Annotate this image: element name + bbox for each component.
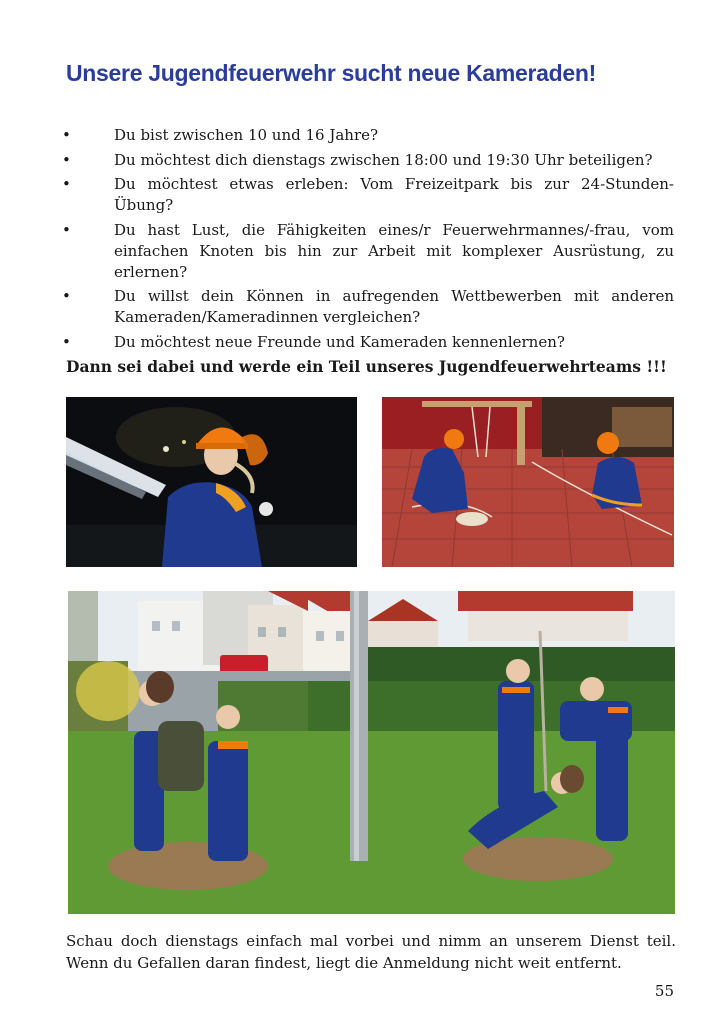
list-item-text: Du bist zwischen 10 und 16 Jahre? — [114, 126, 379, 144]
list-item — [62, 220, 674, 283]
bullet-icon: • — [62, 220, 71, 239]
list-item-text: Du hast Lust, die Fähigkeiten eines/r Feuerwehrmannes/-frau, vom einfachen Knoten bis hin zur Arbeit mit komplexer Ausrüstung, zu erlernen? — [114, 220, 674, 281]
photo-night-hose-exercise — [66, 397, 357, 567]
photo-indoor-knot-exercise — [382, 397, 674, 567]
bullet-icon: • — [62, 126, 71, 144]
list-item-text: Du möchtest neue Freunde und Kameraden kennenlernen? — [114, 332, 565, 351]
list-item-text: Du möchtest etwas erleben: Vom Freizeitpark bis zur 24-Stunden-Übung? — [114, 175, 674, 214]
list-item — [62, 174, 674, 216]
list-item — [62, 286, 674, 328]
call-to-action: Dann sei dabei und werde ein Teil unseres Jugendfeuerwehrteams !!! — [66, 357, 667, 376]
bullet-icon: • — [62, 287, 71, 305]
list-item — [62, 125, 674, 146]
bullet-icon: • — [62, 175, 71, 193]
page-number: 55 — [654, 982, 674, 1000]
page-title: Unsere Jugendfeuerwehr sucht neue Kameraden! — [66, 60, 597, 86]
requirements-list — [62, 125, 674, 356]
photo-outdoor-team-exercise — [68, 591, 675, 914]
bullet-icon: • — [62, 332, 71, 351]
bullet-icon: • — [62, 150, 71, 169]
list-item-text: Du möchtest dich dienstags zwischen 18:00 und 19:30 Uhr beteiligen? — [114, 150, 653, 169]
list-item — [62, 150, 674, 171]
list-item — [62, 332, 674, 353]
closing-text: Schau doch dienstags einfach mal vorbei und nimm an unserem Dienst teil. Wenn du Gefallen daran findest, liegt die Anmeldung nicht weit entfernt. — [66, 932, 676, 972]
list-item-text: Du willst dein Können in aufregenden Wettbewerben mit anderen Kameraden/Kameradinnen vergleichen? — [114, 287, 674, 326]
